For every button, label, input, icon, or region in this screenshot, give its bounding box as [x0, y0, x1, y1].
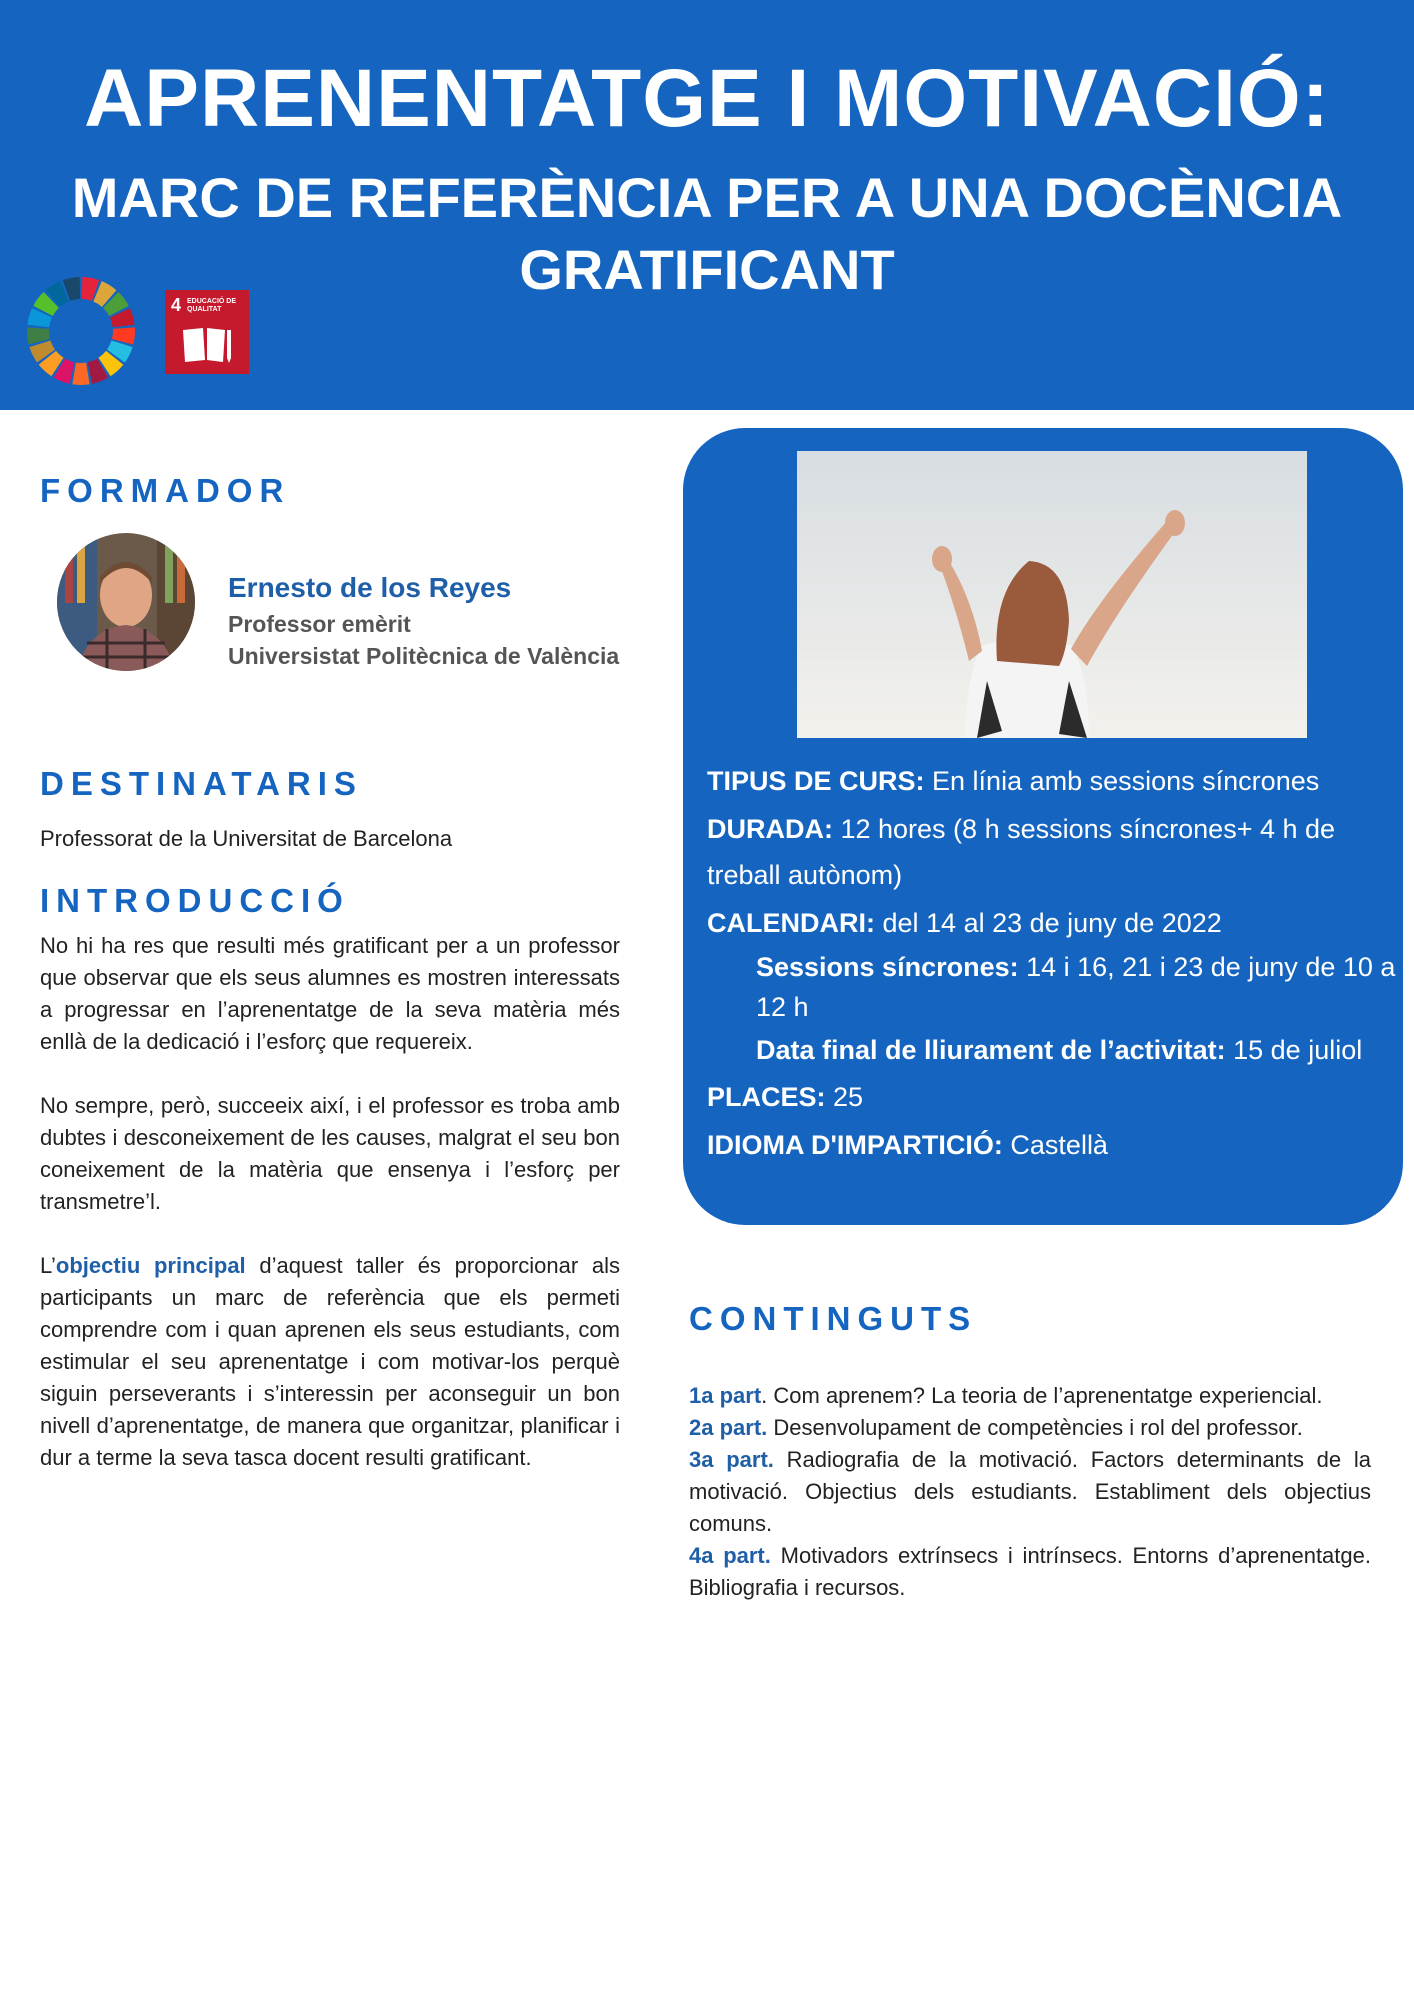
open-book-pencil-icon	[181, 324, 233, 364]
page-title: APRENENTATGE I MOTIVACIÓ:	[84, 53, 1330, 144]
calendar	[707, 904, 1222, 942]
contents-heading: CONTINGUTS	[689, 1300, 978, 1337]
part-4-label: 4a part.	[689, 1543, 771, 1568]
sdg-wheel-segment	[53, 291, 65, 298]
sdg-wheel-segment	[59, 368, 72, 373]
introduction-body	[40, 930, 620, 1506]
part-2-label: 2a part.	[689, 1415, 768, 1440]
part-1-text: . Com aprenem? La teoria de l’aprenentatge experiencial.	[761, 1383, 1323, 1408]
places	[707, 1078, 863, 1116]
audience-heading: DESTINATARIS	[40, 765, 363, 802]
sdg-wheel-segment	[38, 328, 39, 342]
part-4-text: Motivadors extrínsecs i intrínsecs. Entorns d’aprenentatge. Bibliografia i recursos.	[689, 1543, 1371, 1600]
intro-p3-highlight: objectiu principal	[55, 1253, 246, 1278]
sdg-wheel-segment	[38, 313, 42, 326]
celebrating-woman-photo	[797, 451, 1307, 738]
sdg-wheel-segment	[120, 313, 124, 326]
intro-paragraph-2: No sempre, però, succeeix així, i el professor es troba amb dubtes i desconeixement de les causes, malgrat el seu bon coneixement de la matèria que ensenya i l’esforç per transmetre’l.	[40, 1093, 620, 1214]
sdg4-label: EDUCACIÓ DE QUALITAT	[187, 298, 237, 313]
deadline-label: Data final de lliurament de l’activitat:	[756, 1035, 1226, 1065]
trainer-name: Ernesto de los Reyes	[228, 572, 512, 603]
sessions-value: 14 i 16, 21 i 23 de juny de 10 a	[1018, 952, 1396, 982]
sdg-wheel-segment	[74, 373, 88, 374]
course-type	[707, 762, 1319, 800]
sdg-wheel-segment	[43, 300, 51, 311]
contents-list	[689, 1380, 1371, 1604]
trainer-university: Universistat Politècnica de València	[228, 643, 620, 669]
page-subtitle: MARC DE REFERÈNCIA PER A UNA DOCÈNCIA GRATIFICANT	[71, 166, 1343, 301]
contents-part-1	[689, 1380, 1371, 1412]
introduction-heading: INTRODUCCIÓ	[40, 882, 350, 919]
header-banner	[0, 0, 1414, 410]
course-type-label: TIPUS DE CURS:	[707, 766, 925, 796]
sdg-wheel-segment	[40, 344, 46, 356]
places-label: PLACES:	[707, 1082, 826, 1112]
language-label: IDIOMA D'IMPARTICIÓ:	[707, 1130, 1003, 1160]
course-type-value: En línia amb sessions síncrones	[924, 766, 1320, 796]
contents-part-2	[689, 1412, 1371, 1444]
part-1-label: 1a part	[689, 1383, 762, 1408]
sdg-wheel-segment	[116, 344, 122, 356]
synchronous-sessions	[756, 948, 1395, 986]
part-3-text: Radiografia de la motivació. Factors determinants de la motivació. Objectius dels estudiants. Establiment dels objectius comuns.	[689, 1447, 1372, 1536]
sdg4-quality-education-badge	[165, 290, 249, 374]
sdg-wheel-segment	[98, 291, 110, 298]
duration-value: 12 hores (8 h sessions síncrones+ 4 h de	[832, 814, 1336, 844]
calendar-value: del 14 al 23 de juny de 2022	[875, 908, 1222, 938]
part-2-text: Desenvolupament de competències i rol del professor.	[767, 1415, 1303, 1440]
calendar-label: CALENDARI:	[707, 908, 875, 938]
language-value: Castellà	[1002, 1130, 1108, 1160]
sdg-wheel-segment	[105, 358, 115, 367]
contents-part-3	[689, 1444, 1371, 1540]
places-value: 25	[825, 1082, 864, 1112]
sdg-wheel-segment	[66, 288, 79, 291]
intro-paragraph-1: No hi ha res que resulti més gratificant per a un professor que observar que els seus alumnes es mostren interessats a progressar en l’aprenentatge de la seva matèria més enllà de la dedicació i l’esforç que requereix.	[40, 933, 620, 1054]
intro-p3-pre: L’	[40, 1253, 56, 1278]
sdg-wheel-icon	[26, 276, 136, 386]
part-3-label: 3a part.	[689, 1447, 774, 1472]
contents-part-4	[689, 1540, 1371, 1604]
sdg4-number: 4	[171, 295, 182, 315]
sdg-wheel-segment	[111, 300, 119, 311]
intro-paragraph-3	[40, 1250, 620, 1474]
trainer-photo	[57, 533, 195, 671]
language	[707, 1126, 1108, 1164]
duration	[707, 810, 1335, 848]
deadline-value: 15 de juliol	[1225, 1035, 1363, 1065]
sdg-wheel-segment	[123, 328, 124, 342]
synchronous-sessions-continued: 12 h	[756, 992, 809, 1022]
duration-label: DURADA:	[707, 814, 833, 844]
sdg-wheel-segment	[90, 368, 103, 373]
audience-text: Professorat de la Universitat de Barcelona	[40, 826, 453, 851]
trainer-role: Professor emèrit	[228, 611, 411, 637]
sdg-wheel-segment	[47, 358, 57, 367]
sdg-wheel-segment	[82, 288, 95, 291]
duration-continued: treball autònom)	[707, 860, 903, 890]
intro-p3-post: d’aquest taller és proporcionar als participants un marc de referència que els permeti comprendre com i quan aprenen els seus estudiants, com estimular el seu aprenentatge i com motivar-los perquè siguin perseverants i s’interessin per aconseguir un bon nivell d’aprenentatge, de manera que organitzar, planificar i dur a terme la seva tasca docent resulti gratificant.	[40, 1253, 621, 1470]
sessions-label: Sessions síncrones:	[756, 952, 1019, 982]
delivery-deadline	[756, 1031, 1362, 1069]
trainer-heading: FORMADOR	[40, 472, 291, 509]
